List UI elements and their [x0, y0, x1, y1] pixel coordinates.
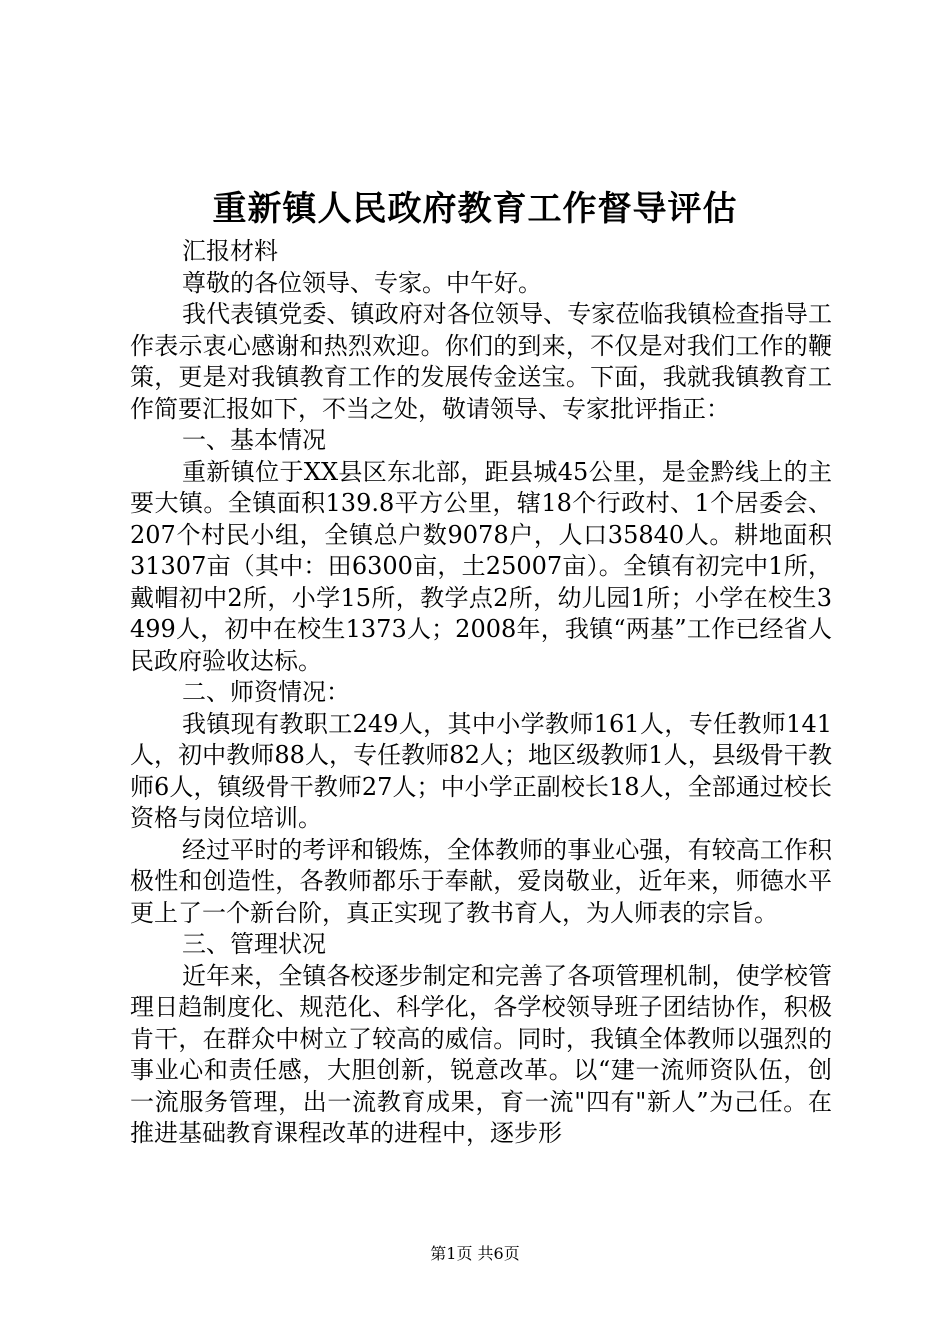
- section-heading-basic: 一、基本情况: [182, 426, 326, 454]
- section-heading-teachers: 二、师资情况：: [182, 678, 350, 706]
- section-heading-management: 三、管理状况: [182, 930, 326, 958]
- page-footer: 第1页 共6页: [430, 1244, 520, 1263]
- paragraph-heading-report: 汇报材料: [182, 237, 278, 265]
- document-title: 重新镇人民政府教育工作督导评估: [212, 189, 738, 229]
- paragraph-teacher-quality: 经过平时的考评和锻炼，全体教师的事业心强，有较高工作积极性和创造性，各教师都乐于奉献，爱岗敬业，近年来，师德水平更上了一个新台阶，真正实现了教书育人，为人师表的宗旨。: [130, 835, 832, 927]
- paragraph-basic-info: 重新镇位于XX县区东北部，距县城45公里，是金黔线上的主要大镇。全镇面积139.8平方公里，辖18个行政村、1个居委会、207个村民小组，全镇总户数9078户，人口35840人。耕地面积31307亩（其中：田6300亩，土25007亩）。全镇有初完中1所，戴帽初中2所，小学15所，教学点2所，幼儿园1所；小学在校生3499人，初中在校生1373人；2008年，我镇“两基”工作已经省人民政府验收达标。: [130, 457, 832, 675]
- document-body: [130, 236, 832, 1150]
- paragraph-teacher-stats: 我镇现有教职工249人，其中小学教师161人，专任教师141人，初中教师88人，专任教师82人；地区级教师1人，县级骨干教师6人，镇级骨干教师27人；中小学正副校长18人，全部通过校长资格与岗位培训。: [130, 709, 832, 832]
- paragraph-management: 近年来，全镇各校逐步制定和完善了各项管理机制，使学校管理日趋制度化、规范化、科学化，各学校领导班子团结协作，积极肯干，在群众中树立了较高的威信。同时，我镇全体教师以强烈的事业心和责任感，大胆创新，锐意改革。以“建一流师资队伍，创一流服务管理，出一流教育成果，育一流"四有"新人”为己任。在推进基础教育课程改革的进程中，逐步形: [130, 961, 832, 1147]
- paragraph-welcome: 我代表镇党委、镇政府对各位领导、专家莅临我镇检查指导工作表示衷心感谢和热烈欢迎。你们的到来，不仅是对我们工作的鞭策，更是对我镇教育工作的发展传金送宝。下面，我就我镇教育工作简要汇报如下，不当之处，敬请领导、专家批评指正：: [130, 300, 832, 423]
- paragraph-greeting: 尊敬的各位领导、专家。中午好。: [182, 268, 542, 297]
